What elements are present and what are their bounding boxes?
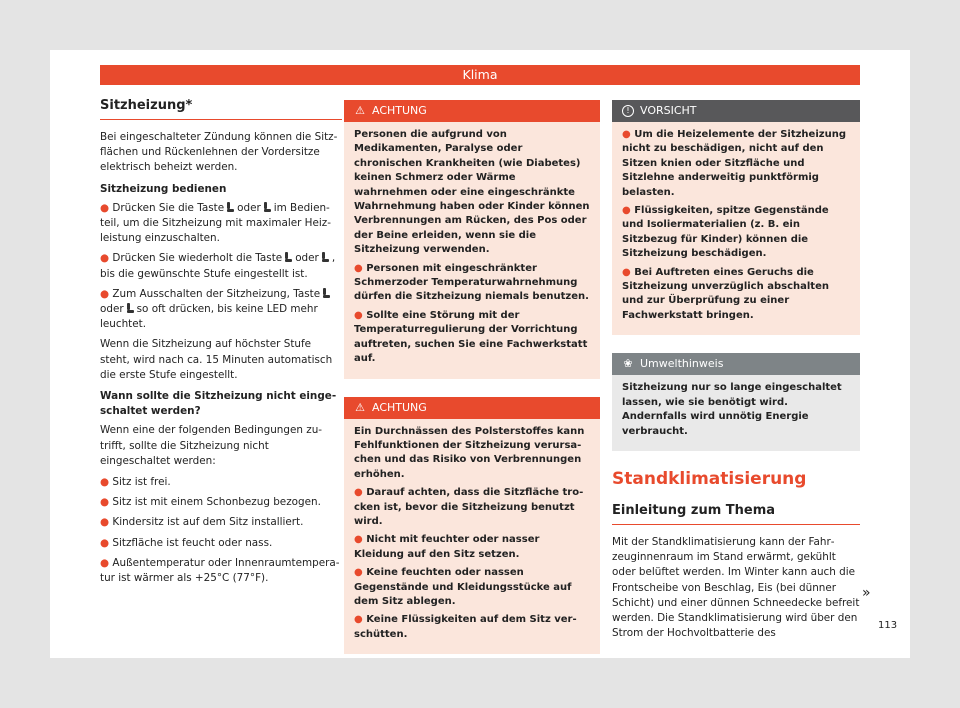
list-item: ● Sitzfläche ist feucht oder nass. <box>100 536 273 549</box>
environment-box <box>612 353 860 451</box>
warning-box-achtung-1 <box>344 100 600 379</box>
paragraph-bedingungen: Wenn eine der folgenden Bedingungen zutrifft, sollte die Sitzheizung nicht eingeschaltet werden: <box>100 424 323 467</box>
environment-text: Sitzheizung nur so lange eingeschaltet lassen, wie sie benötigt wird. Andernfalls wird unnötig Energie verbraucht. <box>622 382 842 437</box>
list-item: ● Kindersitz ist auf dem Sitz installiert. <box>100 516 304 529</box>
intro-paragraph: Bei eingeschalteter Zündung können die Sitzflächen und Rückenlehnen der Vordersitze elektrisch beheizt werden. <box>100 131 338 174</box>
warning-text: Personen die aufgrund von Medikamenten, Paralyse oder chronischen Krankheiten (wie Diabetes) keinen Schmerz oder Wärme wahrnehmen oder eine eingeschränkte Wahrnehmung haben oder Kinder können Verbrennungen am Rücken, des Pos oder der Beine erleiden, wenn sie die Sitzheizung verwenden. <box>354 129 590 256</box>
column-left <box>100 98 342 591</box>
page-number: 113 <box>878 620 898 631</box>
chapter-header: Klima <box>100 65 860 85</box>
paragraph-standklima: Mit der Standklimatisierung kann der Fahrzeuginnenraum im Stand erwärmt, gekühlt oder belüftet werden. Im Winter kann auch die Frontscheibe von Beschlag, Eis (bei dünner Schicht) und einer dünnen Schneedecke befreit werden. Die Standklimatisierung wird über den Strom der Hochvoltbatterie des <box>612 535 860 640</box>
section-title-einleitung: Einleitung zum Thema <box>612 503 860 525</box>
warning-item: ● Personen mit eingeschränkter Schmerzoder Temperaturwahrnehmung dürfen die Sitzheizung niemals benutzen. <box>354 262 589 303</box>
leaf-icon: ❀ <box>623 357 633 371</box>
seat-cushion-icon <box>264 202 271 212</box>
warning-item: ● Darauf achten, dass die Sitzfläche trocken ist, bevor die Sitzheizung benutzt wird. <box>354 487 584 527</box>
warning-text: Ein Durchnässen des Polsterstoffes kann Fehlfunktionen der Sitzheizung verursachen und das Risiko von Verbrennungen erhöhen. <box>354 425 585 480</box>
warning-item: ● Keine Flüssigkeiten auf dem Sitz verschütten. <box>354 614 577 640</box>
warning-item: ● Nicht mit feuchter oder nasser Kleidung auf den Sitz setzen. <box>354 534 540 560</box>
warning-triangle-icon: ⚠ <box>355 104 365 117</box>
environment-header: ❀ Umwelthinweis <box>612 353 860 375</box>
warning-triangle-icon: ⚠ <box>355 400 365 414</box>
bullet-item: ● Zum Ausschalten der Sitzheizung, Tasteoder so oft drücken, bis keine LED mehr leuchtet. <box>100 287 342 333</box>
list-item: ● Sitz ist mit einem Schonbezug bezogen. <box>100 496 321 509</box>
seat-backrest-icon <box>285 252 292 262</box>
continue-marker: » <box>862 585 871 601</box>
caution-header: ! VORSICHT <box>612 100 860 122</box>
warning-box-achtung-2 <box>344 397 600 655</box>
paragraph-auto-stufe: Wenn die Sitzheizung auf höchster Stufe steht, wird nach ca. 15 Minuten automatisch die erste Stufe eingestellt. <box>100 338 333 381</box>
seat-backrest-icon <box>227 202 234 212</box>
seat-cushion-icon <box>322 252 329 262</box>
bullet-item: ● Drücken Sie die Taste oder im Bedienteil, um die Sitzheizung mit maximaler Heizleistung einzuschalten. <box>100 201 331 245</box>
caution-item: ● Um die Heizelemente der Sitzheizung nicht zu beschädigen, nicht auf den Sitzen knien oder Sitzfläche und Sitzlehne anderweitig punktförmig belasten. <box>622 129 846 198</box>
seat-cushion-icon <box>127 303 134 313</box>
section-title-sitzheizung: Sitzheizung* <box>100 98 342 120</box>
list-item: ● Außentemperatur oder Innenraumtemperatur ist wärmer als +25°C (77°F). <box>100 556 340 585</box>
subheading-wann: Wann sollte die Sitzheizung nicht eingeschaltet werden? <box>100 390 337 418</box>
warning-header: ⚠ ACHTUNG <box>344 397 600 419</box>
subheading-bedienen: Sitzheizung bedienen <box>100 182 227 195</box>
list-item: ● Sitz ist frei. <box>100 476 171 489</box>
chapter-title-standklimatisierung: Standklimatisierung <box>612 468 807 489</box>
warning-item: ● Sollte eine Störung mit der Temperaturregulierung der Vorrichtung auftreten, suchen Sie eine Fachwerkstatt auf. <box>354 309 588 365</box>
column-middle <box>344 100 600 672</box>
seat-backrest-icon <box>323 288 330 298</box>
info-circle-icon: ! <box>622 105 634 117</box>
bullet-item: ● Drücken Sie wiederholt die Taste oder , bis die gewünschte Stufe eingestellt ist. <box>100 252 336 280</box>
column-right <box>612 100 860 647</box>
warning-header: ⚠ ACHTUNG <box>344 100 600 122</box>
caution-item: ● Bei Auftreten eines Geruchs die Sitzheizung unverzüglich abschalten und zur Überprüfung zu einer Fachwerkstatt bringen. <box>622 266 829 321</box>
caution-box-vorsicht <box>612 100 860 335</box>
caution-item: ● Flüssigkeiten, spitze Gegenstände und Isoliermaterialien (z. B. ein Sitzbezug für Kinder) können die Sitzheizung beschädigen. <box>622 205 829 260</box>
warning-item: ● Keine feuchten oder nassen Gegenstände und Kleidungsstücke auf dem Sitz ablegen. <box>354 567 572 607</box>
